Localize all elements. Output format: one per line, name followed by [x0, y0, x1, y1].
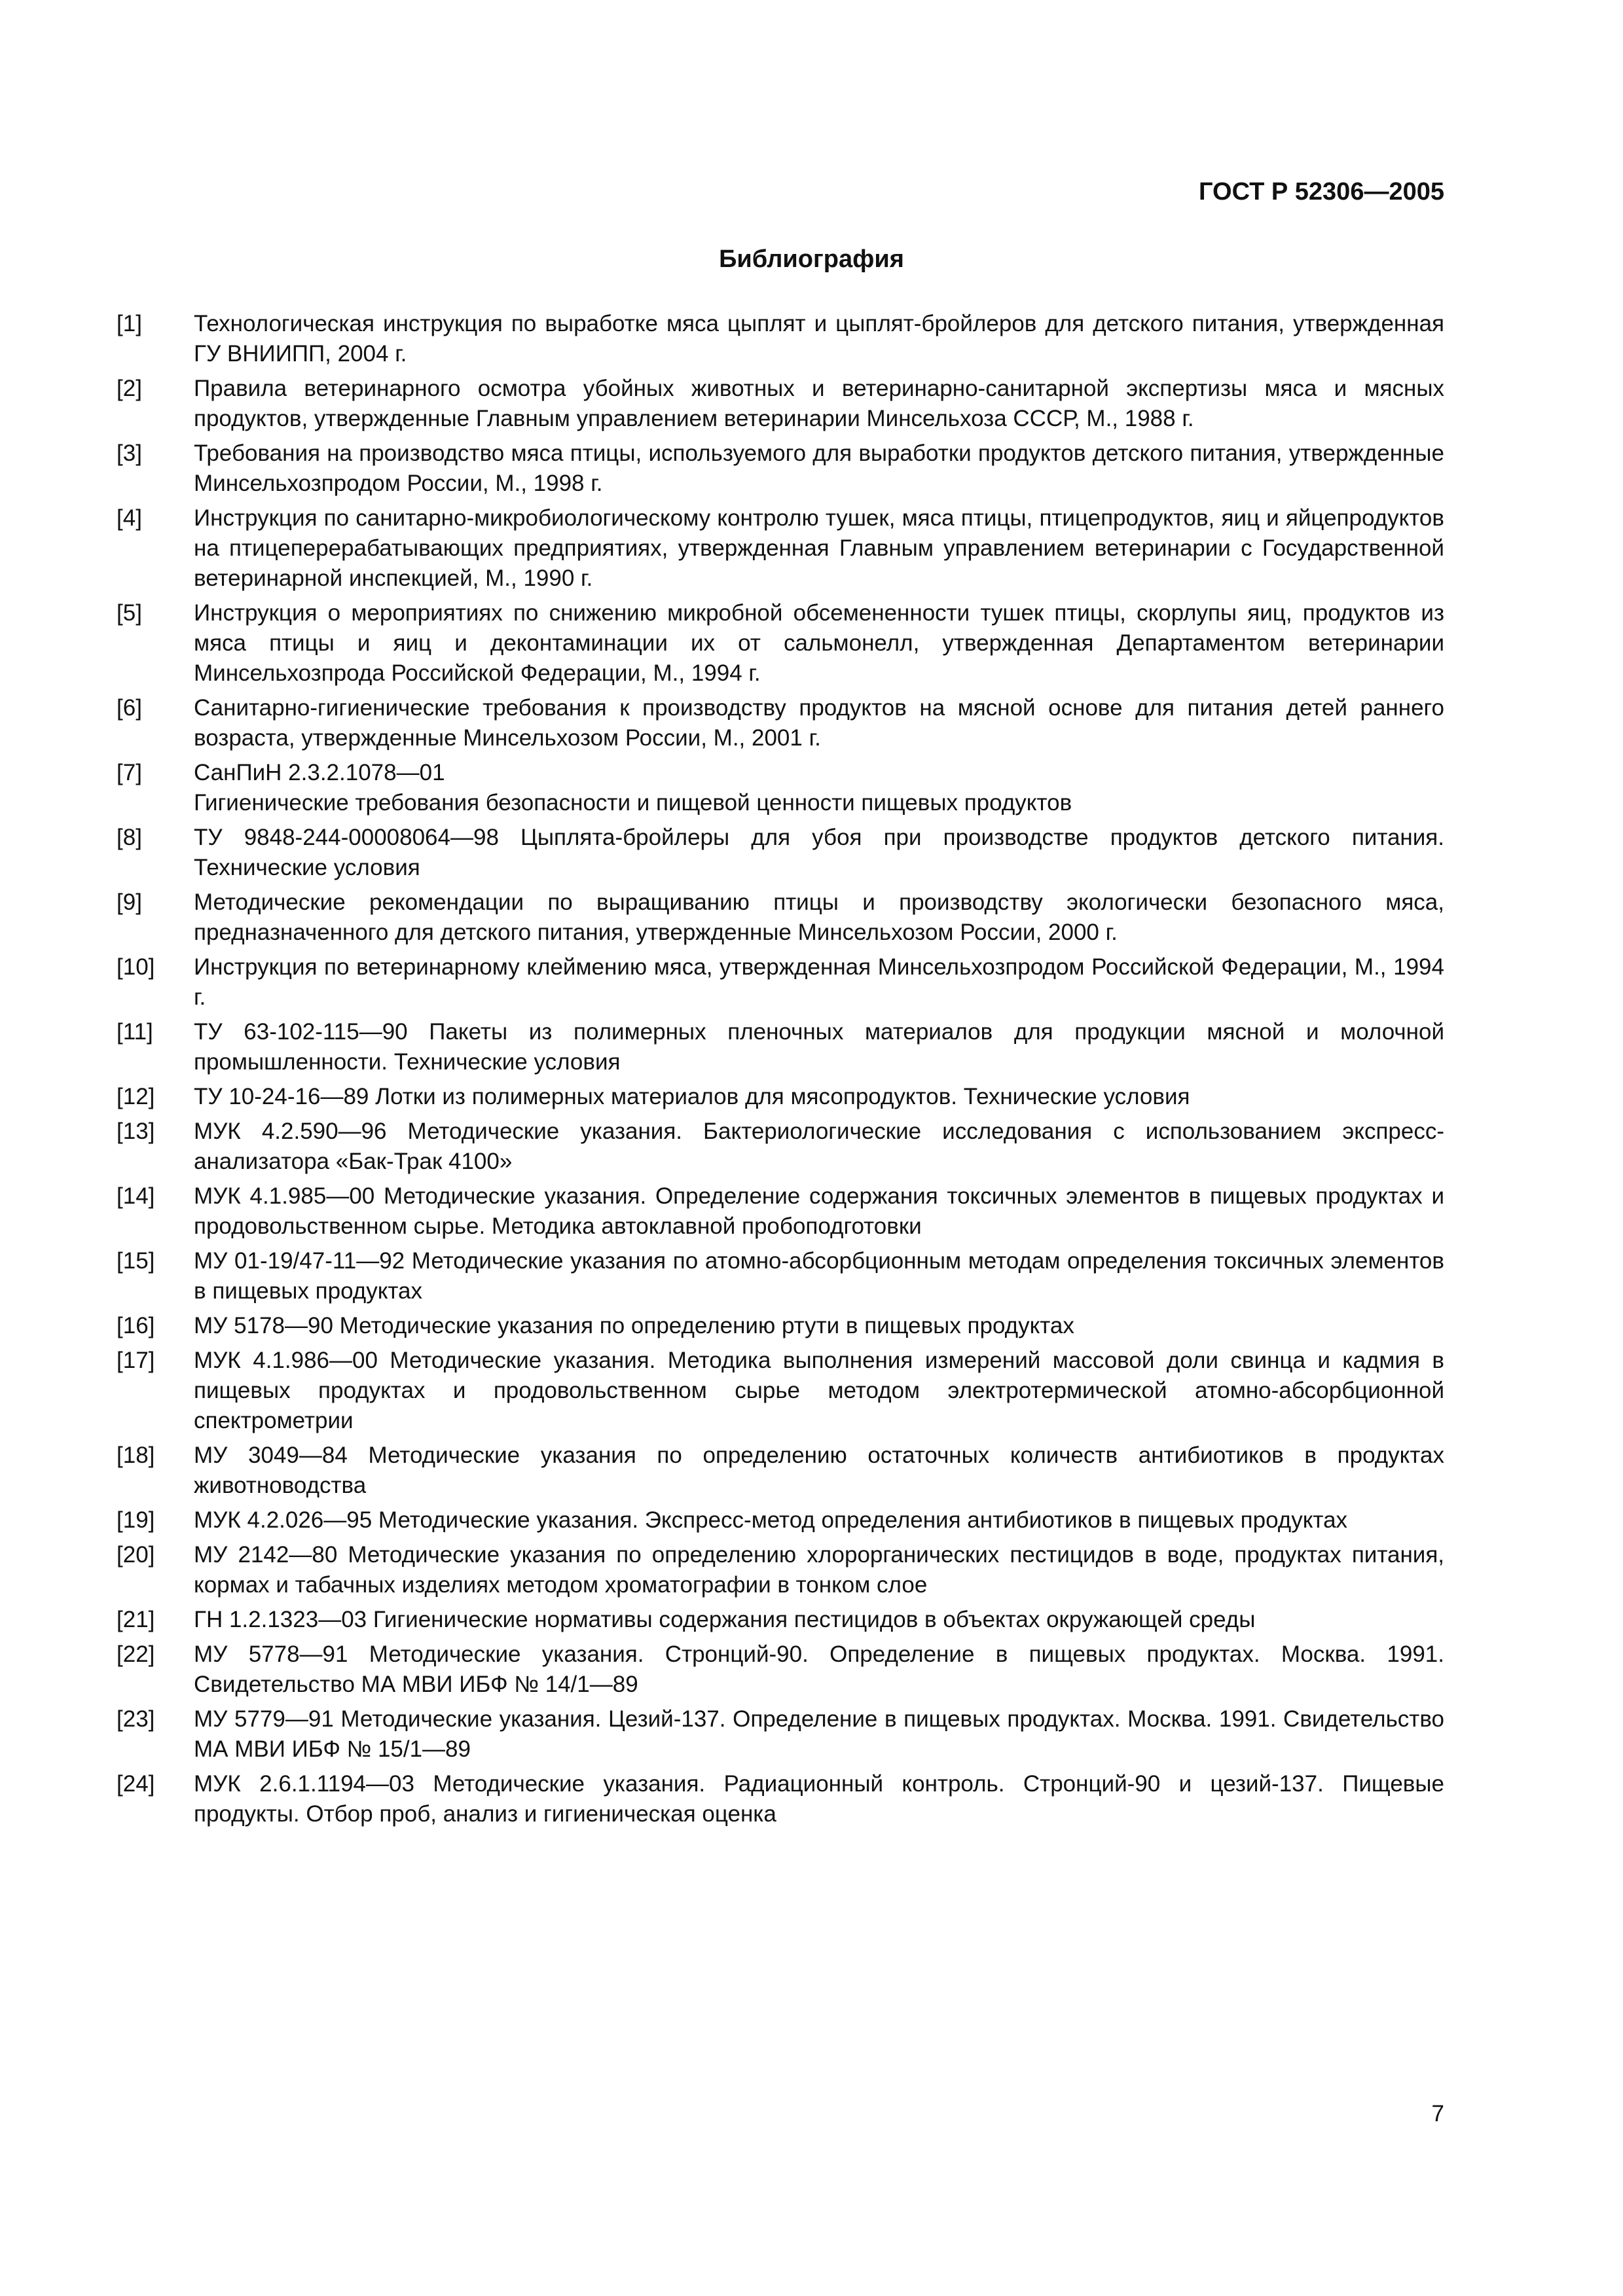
bibliography-entry-number: [7]: [117, 760, 142, 785]
bibliography-entry: [117, 374, 1444, 434]
bibliography-entry: [117, 503, 1444, 594]
bibliography-entry: [117, 1505, 1444, 1535]
bibliography-entry-text: МУ 5178—90 Методические указания по определению ртути в пищевых продуктах: [194, 1313, 1074, 1338]
bibliography-entry-number: [18]: [117, 1443, 155, 1468]
bibliography-entry-text: Технологическая инструкция по выработке мяса цыплят и цыплят-бройлеров для детского питания, утвержденная ГУ ВНИИПП, 2004 г.: [194, 311, 1444, 367]
bibliography-entry-text: Инструкция по санитарно-микробиологическому контролю тушек, мяса птицы, птицепродуктов, яиц и яйцепродуктов на птицеперерабатывающих предприятиях, утвержденная Главным управлением ветеринарии с Государственной ветеринарной инспекцией, М., 1990 г.: [194, 505, 1444, 591]
bibliography-entry: [117, 1769, 1444, 1829]
page-number: 7: [1431, 2101, 1444, 2126]
bibliography-entry-text: ТУ 10-24-16—89 Лотки из полимерных материалов для мясопродуктов. Технические условия: [194, 1084, 1190, 1109]
bibliography-entry-text: МУ 2142—80 Методические указания по определению хлорорганических пестицидов в воде, продуктах питания, кормах и табачных изделиях методом хроматографии в тонком слое: [194, 1542, 1444, 1598]
bibliography-entry-text: Методические рекомендации по выращиванию птицы и производству экологически безопасного мяса, предназначенного для детского питания, утвержденные Минсельхозом России, 2000 г.: [194, 889, 1444, 945]
bibliography-list: [117, 309, 1444, 1834]
bibliography-entry-number: [11]: [117, 1019, 153, 1045]
bibliography-entry-number: [5]: [117, 600, 142, 626]
bibliography-entry: [117, 1311, 1444, 1341]
bibliography-entry-number: [10]: [117, 954, 155, 980]
bibliography-entry: [117, 1540, 1444, 1600]
bibliography-entry-text: СанПиН 2.3.2.1078—01 Гигиенические требования безопасности и пищевой ценности пищевых продуктов: [194, 760, 1072, 816]
bibliography-entry: [117, 1640, 1444, 1700]
bibliography-entry-text: МУК 4.2.590—96 Методические указания. Бактериологические исследования с использованием экспресс-анализатора «Бак-Трак 4100»: [194, 1119, 1444, 1174]
bibliography-entry: [117, 758, 1444, 818]
bibliography-entry-text: МУ 3049—84 Методические указания по определению остаточных количеств антибиотиков в продуктах животноводства: [194, 1443, 1444, 1498]
bibliography-entry: [117, 888, 1444, 948]
bibliography-entry-text: Правила ветеринарного осмотра убойных животных и ветеринарно-санитарной экспертизы мяса и мясных продуктов, утвержденные Главным управлением ветеринарии Минсельхоза СССР, М., 1988 г.: [194, 376, 1444, 431]
bibliography-entry: [117, 1017, 1444, 1077]
bibliography-entry-number: [12]: [117, 1084, 155, 1109]
bibliography-entry: [117, 1082, 1444, 1112]
bibliography-entry-number: [20]: [117, 1542, 155, 1568]
bibliography-entry-number: [15]: [117, 1248, 155, 1274]
bibliography-entry-number: [19]: [117, 1507, 155, 1533]
document-code: ГОСТ Р 52306—2005: [1199, 178, 1444, 206]
bibliography-entry-text: ТУ 63-102-115—90 Пакеты из полимерных пленочных материалов для продукции мясной и молочной промышленности. Технические условия: [194, 1019, 1444, 1075]
bibliography-entry-number: [13]: [117, 1119, 155, 1144]
bibliography-entry-number: [16]: [117, 1313, 155, 1338]
bibliography-entry-text: ТУ 9848-244-00008064—98 Цыплята-бройлеры для убоя при производстве продуктов детского питания. Технические условия: [194, 825, 1444, 880]
bibliography-entry: [117, 598, 1444, 689]
bibliography-entry-text: МУК 4.2.026—95 Методические указания. Экспресс-метод определения антибиотиков в пищевых продуктах: [194, 1507, 1348, 1533]
bibliography-entry-text: Санитарно-гигиенические требования к производству продуктов на мясной основе для питания детей раннего возраста, утвержденные Минсельхозом России, М., 2001 г.: [194, 695, 1444, 751]
bibliography-entry-text: МУК 2.6.1.1194—03 Методические указания. Радиационный контроль. Стронций-90 и цезий-137. Пищевые продукты. Отбор проб, анализ и гигиеническая оценка: [194, 1771, 1444, 1827]
bibliography-entry-text: ГН 1.2.1323—03 Гигиенические нормативы содержания пестицидов в объектах окружающей среды: [194, 1607, 1256, 1632]
bibliography-entry: [117, 309, 1444, 369]
bibliography-entry: [117, 1704, 1444, 1765]
bibliography-entry-text: Инструкция о мероприятиях по снижению микробной обсемененности тушек птицы, скорлупы яиц, продуктов из мяса птицы и яиц и деконтаминации их от сальмонелл, утвержденная Департаментом ветеринарии Минсельхозпрода Российской Федерации, М., 1994 г.: [194, 600, 1444, 686]
bibliography-entry-text: МУК 4.1.985—00 Методические указания. Определение содержания токсичных элементов в пищевых продуктах и продовольственном сырье. Методика автоклавной пробоподготовки: [194, 1183, 1444, 1239]
bibliography-entry-number: [23]: [117, 1706, 155, 1732]
bibliography-entry: [117, 439, 1444, 499]
bibliography-entry-number: [1]: [117, 311, 142, 336]
bibliography-entry-number: [8]: [117, 825, 142, 850]
bibliography-entry: [117, 823, 1444, 883]
bibliography-entry: [117, 952, 1444, 1013]
bibliography-entry-number: [3]: [117, 440, 142, 466]
bibliography-entry-number: [24]: [117, 1771, 155, 1797]
bibliography-entry-text: Требования на производство мяса птицы, используемого для выработки продуктов детского питания, утвержденные Минсельхозпродом России, М., 1998 г.: [194, 440, 1444, 496]
bibliography-entry-number: [9]: [117, 889, 142, 915]
bibliography-entry-number: [4]: [117, 505, 142, 531]
bibliography-entry: [117, 1181, 1444, 1242]
bibliography-entry: [117, 693, 1444, 753]
bibliography-entry-number: [22]: [117, 1641, 155, 1667]
bibliography-entry-number: [2]: [117, 376, 142, 401]
bibliography-entry: [117, 1605, 1444, 1635]
bibliography-entry-number: [17]: [117, 1348, 155, 1373]
page-title: Библиография: [719, 245, 904, 273]
bibliography-entry-text: Инструкция по ветеринарному клеймению мяса, утвержденная Минсельхозпродом Российской Федерации, М., 1994 г.: [194, 954, 1444, 1010]
bibliography-entry-text: МУК 4.1.986—00 Методические указания. Методика выполнения измерений массовой доли свинца и кадмия в пищевых продуктах и продовольственном сырье методом электротермической атомно-абсорбционной спектрометрии: [194, 1348, 1444, 1433]
bibliography-entry-text: МУ 5779—91 Методические указания. Цезий-137. Определение в пищевых продуктах. Москва. 1991. Свидетельство МА МВИ ИБФ № 15/1—89: [194, 1706, 1444, 1762]
bibliography-entry-text: МУ 01-19/47-11—92 Методические указания по атомно-абсорбционным методам определения токсичных элементов в пищевых продуктах: [194, 1248, 1444, 1304]
bibliography-entry-number: [21]: [117, 1607, 155, 1632]
bibliography-entry: [117, 1117, 1444, 1177]
bibliography-entry: [117, 1441, 1444, 1501]
bibliography-entry: [117, 1346, 1444, 1436]
bibliography-entry-text: МУ 5778—91 Методические указания. Стронций-90. Определение в пищевых продуктах. Москва. 1991. Свидетельство МА МВИ ИБФ № 14/1—89: [194, 1641, 1444, 1697]
bibliography-entry: [117, 1246, 1444, 1306]
bibliography-entry-number: [14]: [117, 1183, 155, 1209]
bibliography-entry-number: [6]: [117, 695, 142, 721]
